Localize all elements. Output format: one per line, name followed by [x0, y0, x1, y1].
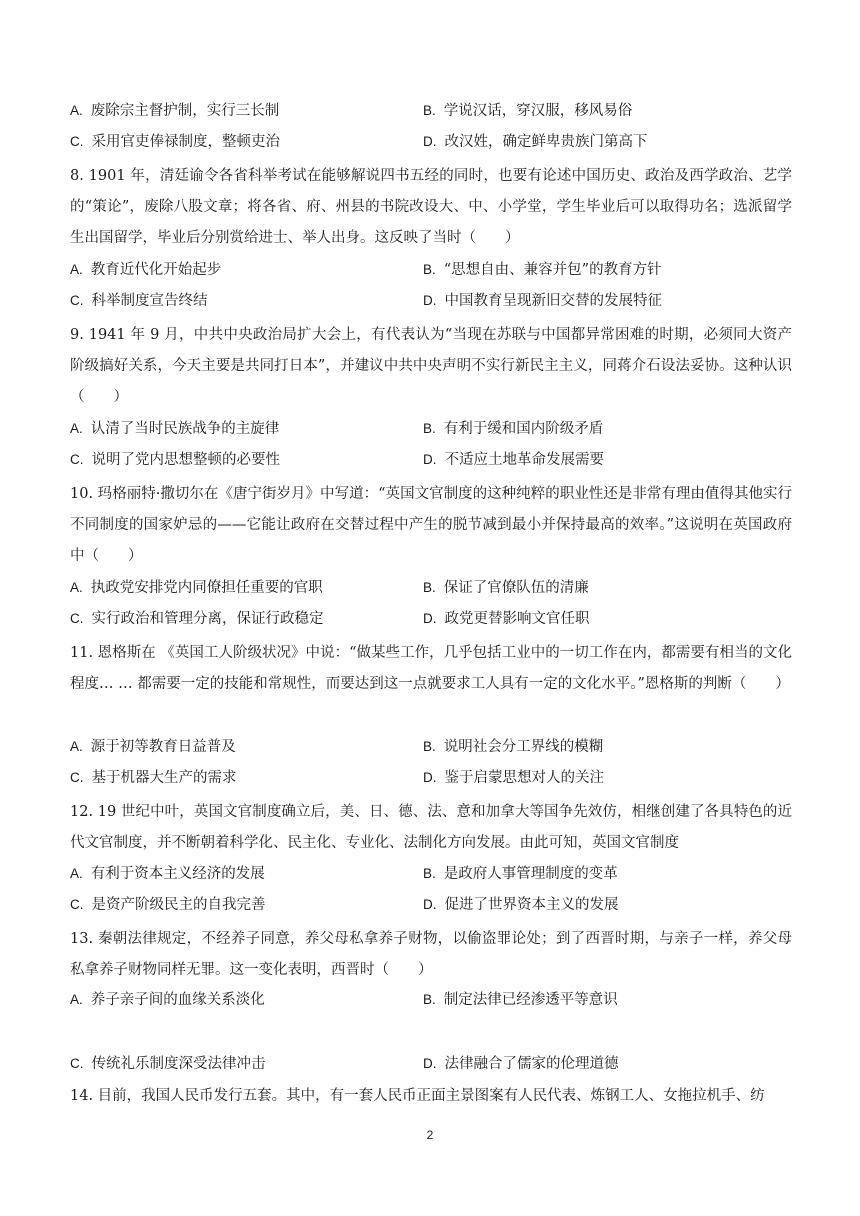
option-text: “思想自由、兼容并包”的教育方针: [443, 262, 662, 278]
option-letter: D.: [423, 611, 437, 626]
option-letter: D.: [423, 770, 437, 785]
option-letter: C.: [70, 770, 84, 785]
option-text: 不适应土地革命发展需要: [444, 452, 604, 468]
q8-option-a: [70, 260, 221, 280]
option-text: 政党更替影响文官任职: [444, 611, 590, 627]
q7-option-d: [423, 132, 648, 152]
option-text: 鉴于启蒙思想对人的关注: [444, 770, 604, 786]
option-text: 说明了党内思想整顿的必要性: [91, 452, 280, 468]
q11-option-c: [70, 768, 237, 788]
option-text: 源于初等教育日益普及: [90, 739, 236, 755]
option-letter: D.: [423, 897, 437, 912]
option-text: 有利于缓和国内阶级矛盾: [443, 421, 604, 437]
option-letter: C.: [70, 611, 84, 626]
option-text: 促进了世界资本主义的发展: [444, 897, 619, 913]
q12-option-d: [423, 895, 619, 915]
q8-option-c: [70, 291, 208, 311]
q11-option-d: [423, 768, 604, 788]
option-letter: C.: [70, 1056, 84, 1071]
option-text: 法律融合了儒家的伦理道德: [444, 1056, 619, 1072]
option-letter: A.: [70, 262, 83, 277]
q9-option-c: [70, 450, 280, 470]
q13-option-d: [423, 1054, 619, 1074]
option-text: 制定法律已经渗透平等意识: [443, 992, 618, 1008]
option-letter: B.: [423, 421, 436, 436]
q8-stem: 8. 1901 年，清廷谕令各省科举考试在能够解说四书五经的同时，也要有论述中国历史、政治及西学政治、艺学的“策论”，废除八股文章；将各省、府、州县的书院改设大、中、小学堂，学生毕业后可以取得功名；选派留学生出国留学，毕业后分别赏给进士、举人出身。这反映了当时（ ）: [70, 168, 792, 246]
q12-stem: 12. 19 世纪中叶，英国文官制度确立后，美、日、德、法、意和加拿大等国争先效仿，相继创建了各具特色的近代文官制度，并不断朝着科学化、民主化、专业化、法制化方向发展。由此可知，英国文官制度: [70, 804, 792, 851]
q10-option-b: [423, 578, 589, 598]
option-letter: C.: [70, 897, 84, 912]
option-text: 废除宗主督护制，实行三长制: [90, 103, 280, 119]
q10-option-a: [70, 578, 323, 598]
option-text: 中国教育呈现新旧交替的发展特征: [444, 293, 662, 309]
q11-option-a: [70, 737, 236, 757]
option-text: 实行政治和管理分离，保证行政稳定: [91, 611, 324, 627]
option-letter: A.: [70, 992, 83, 1007]
q9-option-b: [423, 419, 603, 439]
option-letter: B.: [423, 103, 436, 118]
q13-option-b: [423, 990, 618, 1010]
option-text: 养子亲子间的血缘关系淡化: [90, 992, 265, 1008]
option-text: 说明社会分工界线的模糊: [443, 739, 604, 755]
option-text: 采用官吏俸禄制度，整顿吏治: [91, 134, 280, 150]
option-text: 改汉姓，确定鲜卑贵族门第高下: [444, 134, 648, 150]
q9-option-d: [423, 450, 604, 470]
option-letter: B.: [423, 262, 436, 277]
option-text: 有利于资本主义经济的发展: [90, 866, 265, 882]
q13-stem: 13. 秦朝法律规定，不经养子同意，养父母私拿养子财物，以偷盗罪论处；到了西晋时期，与亲子一样，养父母私拿养子财物同样无罪。这一变化表明，西晋时（ ）: [70, 931, 792, 978]
q9-stem: 9. 1941 年 9 月，中共中央政治局扩大会上，有代表认为“当现在苏联与中国都异常困难的时期，必须同大资产阶级搞好关系，今天主要是共同打日本”，并建议中共中央声明不实行新民主主义，同蒋介石设法妥协。这种认识（ ）: [70, 327, 792, 405]
option-letter: B.: [423, 992, 436, 1007]
q7-option-b: [423, 101, 632, 121]
option-letter: A.: [70, 580, 83, 595]
option-letter: B.: [423, 580, 436, 595]
option-letter: B.: [423, 866, 436, 881]
q14-stem: 14. 目前，我国人民币发行五套。其中，有一套人民币正面主景图案有人民代表、炼钢工人、女拖拉机手、纺: [70, 1088, 765, 1104]
q13-option-c: [70, 1054, 266, 1074]
q10-option-c: [70, 609, 324, 629]
q10-stem: 10. 玛格丽特·撒切尔在《唐宁街岁月》中写道：“英国文官制度的这种纯粹的职业性还是非常有理由值得其他实行不同制度的国家妒忌的——它能让政府在交替过程中产生的脱节减到最小并保持最高的效率。”这说明在英国政府中（ ）: [70, 486, 792, 564]
option-text: 学说汉话，穿汉服，移风易俗: [443, 103, 633, 119]
option-text: 基于机器大生产的需求: [91, 770, 237, 786]
q11-stem: 11. 恩格斯在 《英国工人阶级状况》中说：“做某些工作，几乎包括工业中的一切工作在内，都需要有相当的文化程度… … 都需要一定的技能和常规性，而要达到这一点就要求工人具有一定的文化水平。”恩格斯的判断（ ）: [70, 645, 792, 692]
option-letter: A.: [70, 103, 83, 118]
option-letter: A.: [70, 421, 83, 436]
option-text: 认清了当时民族战争的主旋律: [90, 421, 280, 437]
page-number: 2: [426, 1128, 434, 1142]
option-text: 传统礼乐制度深受法律冲击: [91, 1056, 266, 1072]
option-text: 保证了官僚队伍的清廉: [443, 580, 589, 596]
option-text: 是政府人事管理制度的变革: [443, 866, 618, 882]
option-letter: A.: [70, 739, 83, 754]
q7-option-c: [70, 132, 280, 152]
option-text: 执政党安排党内同僚担任重要的官职: [90, 580, 323, 596]
q7-option-a: [70, 101, 279, 121]
option-letter: D.: [423, 1056, 437, 1071]
q11-option-b: [423, 737, 603, 757]
option-letter: D.: [423, 293, 437, 308]
option-text: 是资产阶级民主的自我完善: [91, 897, 266, 913]
q8-option-d: [423, 291, 662, 311]
option-letter: C.: [70, 293, 84, 308]
q12-option-b: [423, 864, 618, 884]
q12-option-a: [70, 864, 265, 884]
option-letter: B.: [423, 739, 436, 754]
option-letter: D.: [423, 452, 437, 467]
option-text: 教育近代化开始起步: [90, 262, 222, 278]
option-text: 科举制度宣告终结: [91, 293, 208, 309]
option-letter: C.: [70, 452, 84, 467]
q10-option-d: [423, 609, 590, 629]
q8-option-b: [423, 260, 662, 280]
option-letter: D.: [423, 134, 437, 149]
q9-option-a: [70, 419, 279, 439]
q12-option-c: [70, 895, 266, 915]
option-letter: A.: [70, 866, 83, 881]
option-letter: C.: [70, 134, 84, 149]
q13-option-a: [70, 990, 265, 1010]
